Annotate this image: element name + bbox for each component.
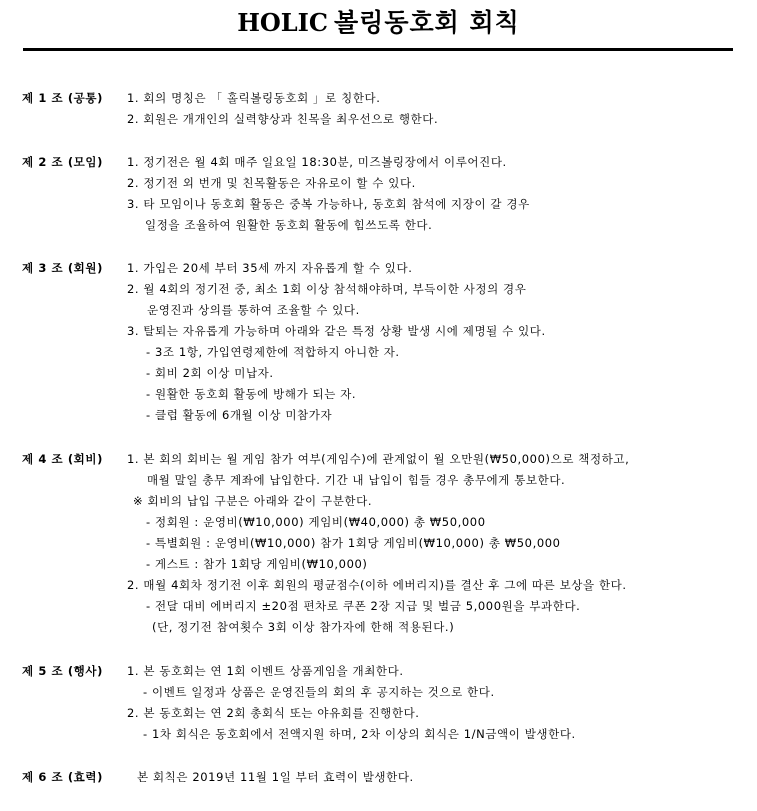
title-divider [23,48,733,51]
article-3-line-1: 1. 가입은 20세 부터 35세 까지 자유롭게 할 수 있다. [127,261,413,275]
article-5-line-4: - 1차 회식은 동호회에서 전액지원 하며, 2차 이상의 회식은 1/N금액이 발생한다. [143,727,576,741]
article-4-line-3: ※ 회비의 납입 구분은 아래와 같이 구분한다. [133,494,373,508]
article-4-line-9: (단, 정기전 참여횟수 3회 이상 참가자에 한해 적용된다.) [152,620,455,634]
article-2-line-3: 3. 타 모임이나 동호회 활동은 중복 가능하나, 동호회 참석에 지장이 갈 경우 [127,197,530,211]
article-5-heading: 제 5 조 (행사) [22,664,103,678]
article-5-line-1: 1. 본 동호회는 연 1회 이벤트 상품게임을 개최한다. [127,664,404,678]
article-3-line-8: - 클럽 활동에 6개월 이상 미참가자 [146,408,333,422]
article-4-line-6: - 게스트 : 참가 1회당 게임비(₩10,000) [146,557,368,571]
title-logo: HOLIC [237,8,329,37]
article-1-line-1: 1. 회의 명칭은 「 홀릭볼링동호회 」로 칭한다. [127,91,381,105]
article-3-line-5: - 3조 1항, 가입연령제한에 적합하지 아니한 자. [146,345,400,359]
article-5-line-3: 2. 본 동호회는 연 2회 총회식 또는 야유회를 진행한다. [127,706,420,720]
article-3-line-6: - 회비 2회 이상 미납자. [146,366,274,380]
article-4-line-1: 1. 본 회의 회비는 월 게임 참가 여부(게임수)에 관계없이 월 오만원(₩50,000)으로 책정하고, [127,452,630,466]
article-3-line-3: 운영진과 상의를 통하여 조율할 수 있다. [147,303,360,317]
article-2-line-4: 일정을 조율하여 원활한 동호회 활동에 힘쓰도록 한다. [145,218,433,232]
article-4-line-8: - 전달 대비 에버리지 ±20점 편차로 쿠폰 2장 지급 및 벌금 5,000원을 부과한다. [146,599,581,613]
article-4-line-4: - 정회원 : 운영비(₩10,000) 게임비(₩40,000) 총 ₩50,000 [146,515,486,529]
article-3-heading: 제 3 조 (회원) [22,261,103,275]
article-3-line-4: 3. 탈퇴는 자유롭게 가능하며 아래와 같은 특정 상황 발생 시에 제명될 수 있다. [127,324,546,338]
article-5-line-2: - 이벤트 일정과 상품은 운영진들의 회의 후 공지하는 것으로 한다. [143,685,495,699]
document-title [0,6,757,40]
article-1-heading: 제 1 조 (공통) [22,91,103,105]
title-text: 볼링동호회 회칙 [334,8,520,37]
article-1-line-2: 2. 회원은 개개인의 실력향상과 친목을 최우선으로 행한다. [127,112,439,126]
article-6-line-1: 본 회칙은 2019년 11월 1일 부터 효력이 발생한다. [137,770,414,784]
article-2-heading: 제 2 조 (모임) [22,155,103,169]
article-3-line-2: 2. 월 4회의 정기전 중, 최소 1회 이상 참석해야하며, 부득이한 사정의 경우 [127,282,527,296]
article-2-line-1: 1. 정기전은 월 4회 매주 일요일 18:30분, 미즈볼링장에서 이루어진다. [127,155,507,169]
article-2-line-2: 2. 정기전 외 번개 및 친목활동은 자유로이 할 수 있다. [127,176,416,190]
article-6-heading: 제 6 조 (효력) [22,770,103,784]
article-3-line-7: - 원활한 동호회 활동에 방해가 되는 자. [146,387,357,401]
article-4-line-7: 2. 매월 4회차 정기전 이후 회원의 평균점수(이하 에버리지)를 결산 후 그에 따른 보상을 한다. [127,578,627,592]
article-4-line-5: - 특별회원 : 운영비(₩10,000) 참가 1회당 게임비(₩10,000) 총 ₩50,000 [146,536,561,550]
article-4-line-2: 매월 말일 총무 계좌에 납입한다. 기간 내 납입이 힘들 경우 총무에게 통보한다. [147,473,566,487]
article-4-heading: 제 4 조 (회비) [22,452,103,466]
